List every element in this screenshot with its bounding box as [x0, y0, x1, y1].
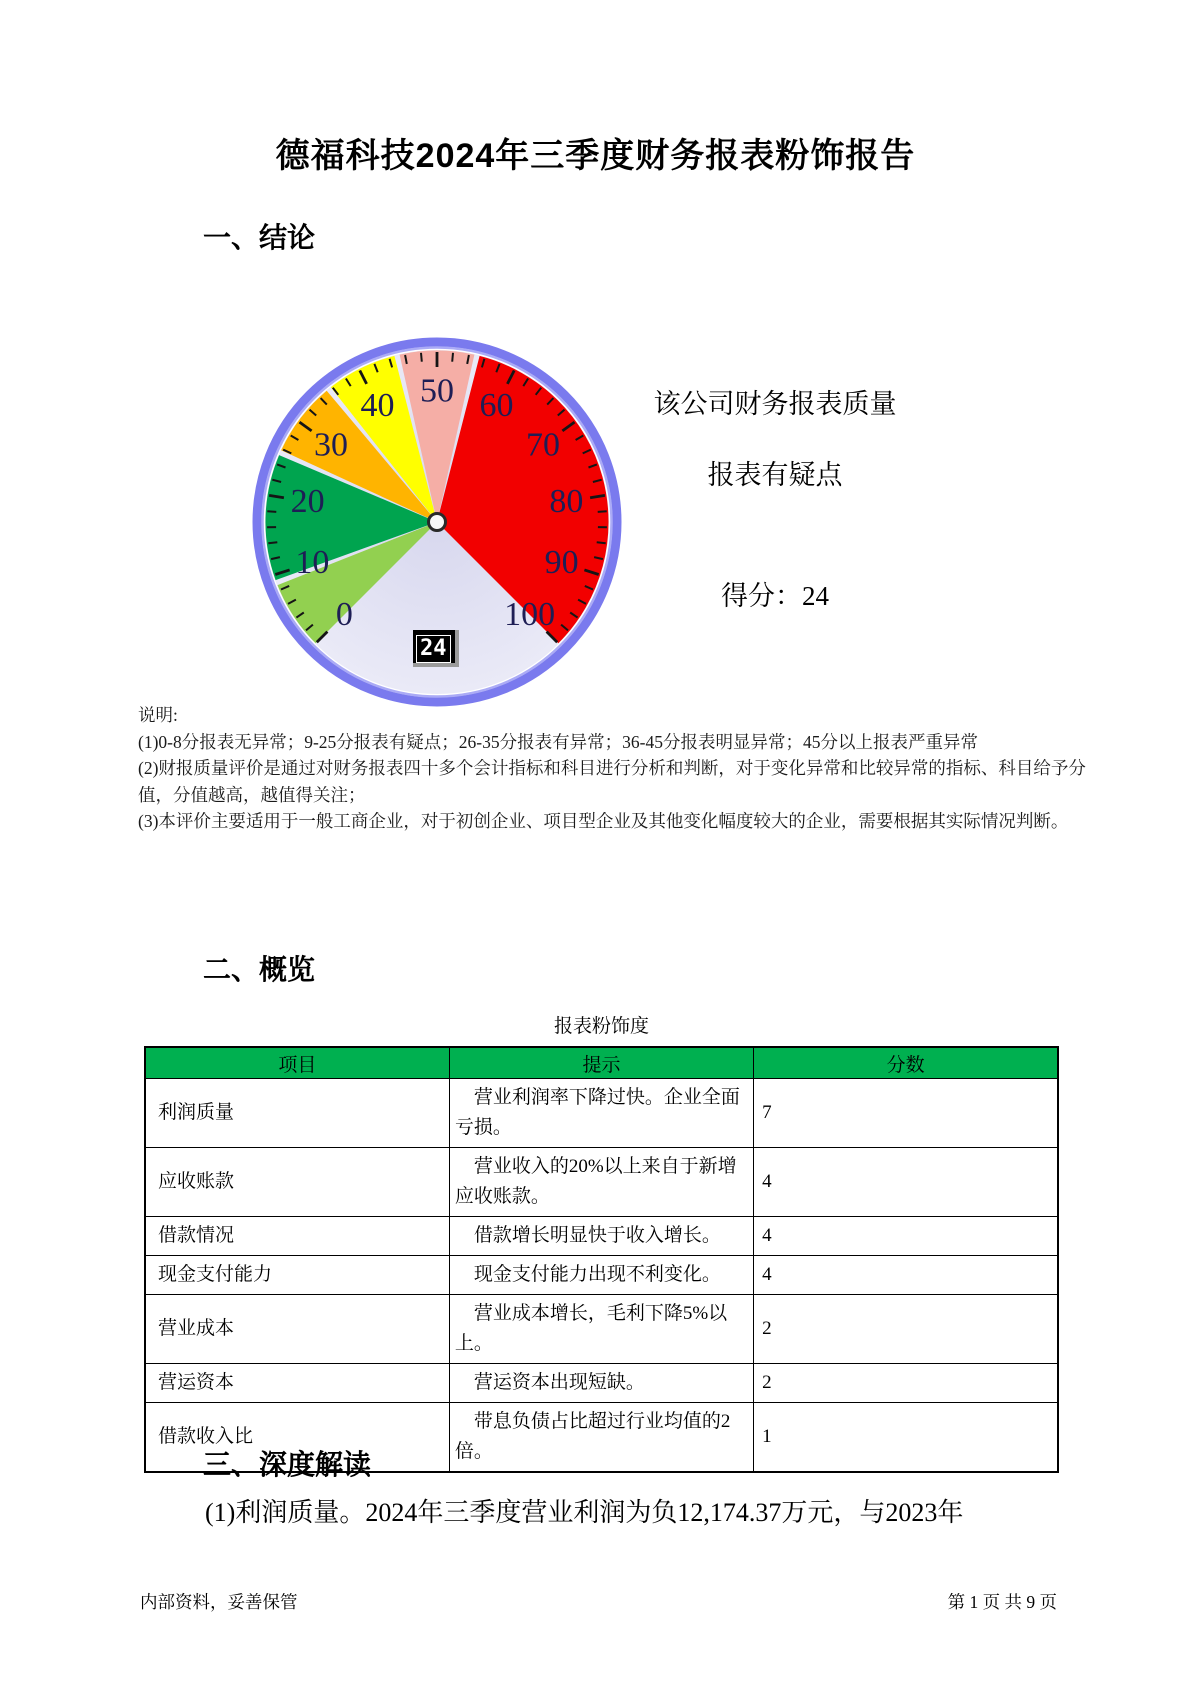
table-row — [145, 1217, 1058, 1256]
row-score-cell: 1 — [754, 1403, 1058, 1473]
table-row — [145, 1148, 1058, 1217]
row-score-cell: 7 — [754, 1079, 1058, 1148]
section-heading-overview: 二、概览 — [203, 954, 316, 985]
column-header-item: 项目 — [145, 1047, 449, 1079]
gauge-minor-tick — [452, 353, 453, 362]
score-gauge-chart — [247, 332, 627, 712]
gauge-minor-tick — [268, 542, 277, 543]
row-score-cell: 4 — [754, 1217, 1058, 1256]
table-row — [145, 1364, 1058, 1403]
gauge-tick-label: 100 — [504, 596, 556, 634]
gauge-value-box — [413, 630, 459, 667]
gauge-tick-label: 70 — [526, 426, 560, 464]
table-row — [145, 1079, 1058, 1148]
notes-item-3: (3)本评价主要适用于一般工商企业，对于初创企业、项目型企业及其他变化幅度较大的企业，需要根据其实际情况判断。 — [138, 811, 1069, 831]
row-hint-cell: 现金支付能力出现不利变化。 — [449, 1256, 753, 1295]
notes-item-1: (1)0-8分报表无异常；9-25分报表有疑点；26-35分报表有异常；36-45分报表明显异常；45分以上报表严重异常 — [138, 731, 978, 752]
gauge-tick-label: 0 — [335, 596, 353, 634]
gauge-center-hub — [429, 514, 446, 531]
row-hint-cell: 带息负债占比超过行业均值的2倍。 — [449, 1403, 753, 1473]
section-heading-analysis: 三、深度解读 — [203, 1449, 372, 1480]
section-heading-conclusion: 一、结论 — [203, 222, 316, 253]
row-score-cell: 4 — [754, 1256, 1058, 1295]
row-hint-cell: 营业成本增长，毛利下降5%以上。 — [449, 1295, 753, 1364]
column-header-hint: 提示 — [449, 1047, 753, 1079]
gauge-tick-label: 60 — [479, 386, 514, 424]
row-hint-cell: 营业收入的20%以上来自于新增应收账款。 — [449, 1148, 753, 1217]
row-score-cell: 2 — [754, 1295, 1058, 1364]
row-item-cell: 借款收入比 — [145, 1403, 449, 1473]
notes-label: 说明: — [138, 705, 178, 725]
row-hint-cell: 营业利润率下降过快。企业全面亏损。 — [449, 1079, 753, 1148]
verdict-line: 报表有疑点 — [707, 460, 843, 490]
table-header-row — [145, 1047, 1058, 1079]
row-score-cell: 2 — [754, 1364, 1058, 1403]
row-item-cell: 借款情况 — [145, 1217, 449, 1256]
quality-title-line: 该公司财务报表质量 — [653, 389, 897, 419]
row-score-cell: 4 — [754, 1148, 1058, 1217]
analysis-paragraph: (1)利润质量。2024年三季度营业利润为负12,174.37万元，与2023年 — [205, 1498, 964, 1527]
table-caption: 报表粉饰度 — [553, 1016, 649, 1037]
gauge-tick-label: 10 — [295, 544, 330, 581]
row-item-cell: 营业成本 — [145, 1295, 449, 1364]
gauge-tick-label: 40 — [360, 386, 395, 424]
gauge-tick-label: 20 — [290, 483, 325, 520]
gauge-tick-label: 50 — [420, 372, 454, 410]
footer-page-number: 第 1 页 共 9 页 — [947, 1592, 1057, 1612]
column-header-score: 分数 — [754, 1047, 1058, 1079]
gauge-minor-tick — [421, 353, 422, 362]
gauge-tick-label: 30 — [314, 426, 348, 464]
table-row — [145, 1256, 1058, 1295]
gauge-tick-label: 80 — [549, 483, 584, 520]
score-line: 得分：24 — [721, 581, 829, 611]
row-item-cell: 应收账款 — [145, 1148, 449, 1217]
notes-block — [138, 702, 1090, 835]
notes-item-2: (2)财报质量评价是通过对财务报表四十多个会计指标和科目进行分析和判断，对于变化异常和比较异常的指标、科目给予分值，分值越高，越值得关注； — [138, 758, 1086, 805]
row-hint-cell: 营运资本出现短缺。 — [449, 1364, 753, 1403]
table-row — [145, 1295, 1058, 1364]
row-item-cell: 营运资本 — [145, 1364, 449, 1403]
footer-confidential-note: 内部资料，妥善保管 — [140, 1592, 298, 1612]
gauge-minor-tick — [267, 511, 276, 512]
report-title: 德福科技2024年三季度财务报表粉饰报告 — [275, 137, 916, 175]
row-hint-cell: 借款增长明显快于收入增长。 — [449, 1217, 753, 1256]
gauge-tick-label: 90 — [544, 544, 579, 581]
overview-table — [144, 1046, 1059, 1473]
conclusion-block — [600, 332, 950, 652]
row-item-cell: 利润质量 — [145, 1079, 449, 1148]
row-item-cell: 现金支付能力 — [145, 1256, 449, 1295]
gauge-value-label: 24 — [416, 635, 451, 663]
